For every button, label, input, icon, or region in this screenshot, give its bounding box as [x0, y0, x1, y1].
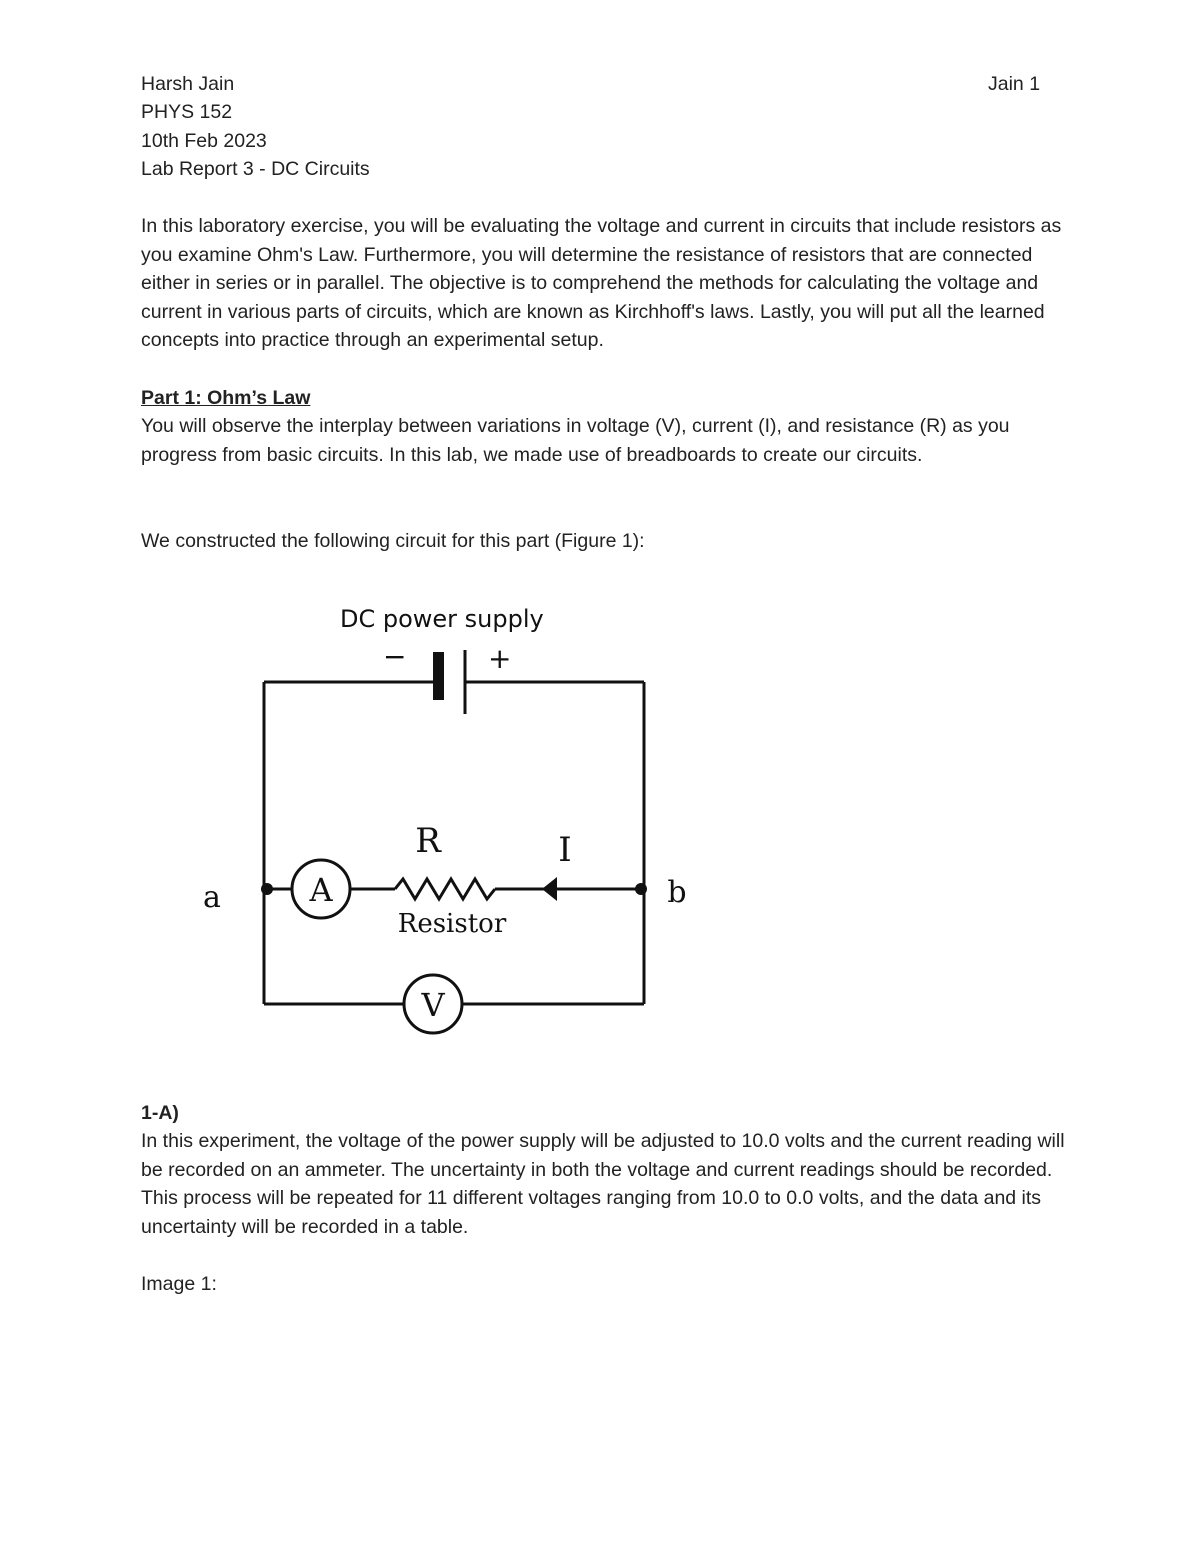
resistor-text-label: Resistor	[397, 909, 507, 939]
part1-paragraph: You will observe the interplay between variations in voltage (V), current (I), and resistance (R) as you progress from basic circuits. In this lab, we made use of breadboards to create our circuits.	[141, 415, 1010, 466]
page-number: Jain 1	[988, 73, 1041, 95]
current-symbol-label: I	[558, 830, 572, 870]
plus-sign: +	[488, 642, 512, 675]
node-a-label: a	[203, 880, 221, 915]
node-b-dot	[635, 883, 647, 895]
voltmeter-label: V	[421, 986, 445, 1024]
minus-sign: −	[383, 640, 407, 673]
figure-intro-text: We constructed the following circuit for this part (Figure 1):	[141, 530, 645, 552]
author-name: Harsh Jain	[141, 73, 235, 95]
ammeter-label: A	[309, 871, 333, 909]
battery-symbol	[264, 650, 644, 714]
node-a-dot	[261, 883, 273, 895]
resistor-symbol	[395, 879, 495, 899]
section-1a-paragraph: In this experiment, the voltage of the power supply will be adjusted to 10.0 volts and the current reading will be recorded on an ammeter. The uncertainty in both the voltage and current readings should be recorded. This process will be repeated for 11 different voltages ranging from 10.0 to 0.0 volts, and the data and its uncertainty will be recorded in a table.	[141, 1130, 1065, 1238]
image-1-label: Image 1:	[141, 1273, 217, 1295]
supply-label: DC power supply	[340, 605, 544, 633]
current-arrow-icon	[542, 877, 557, 901]
course-code: PHYS 152	[141, 101, 233, 123]
report-date: 10th Feb 2023	[141, 130, 267, 152]
section-1a-heading: 1-A)	[141, 1102, 179, 1124]
node-b-label: b	[667, 875, 687, 910]
intro-paragraph: In this laboratory exercise, you will be evaluating the voltage and current in circuits that include resistors as you examine Ohm's Law. Furthermore, you will determine the resistance of resistors that are connected either in series or in parallel. The objective is to comprehend the methods for calculating the voltage and current in various parts of circuits, which are known as Kirchhoff's laws. Lastly, you will put all the learned concepts into practice through an experimental setup.	[141, 215, 1062, 352]
report-title: Lab Report 3 - DC Circuits	[141, 158, 370, 180]
resistor-symbol-label: R	[415, 821, 441, 861]
circuit-diagram	[190, 590, 710, 1050]
part1-heading: Part 1: Ohm’s Law	[141, 387, 311, 409]
